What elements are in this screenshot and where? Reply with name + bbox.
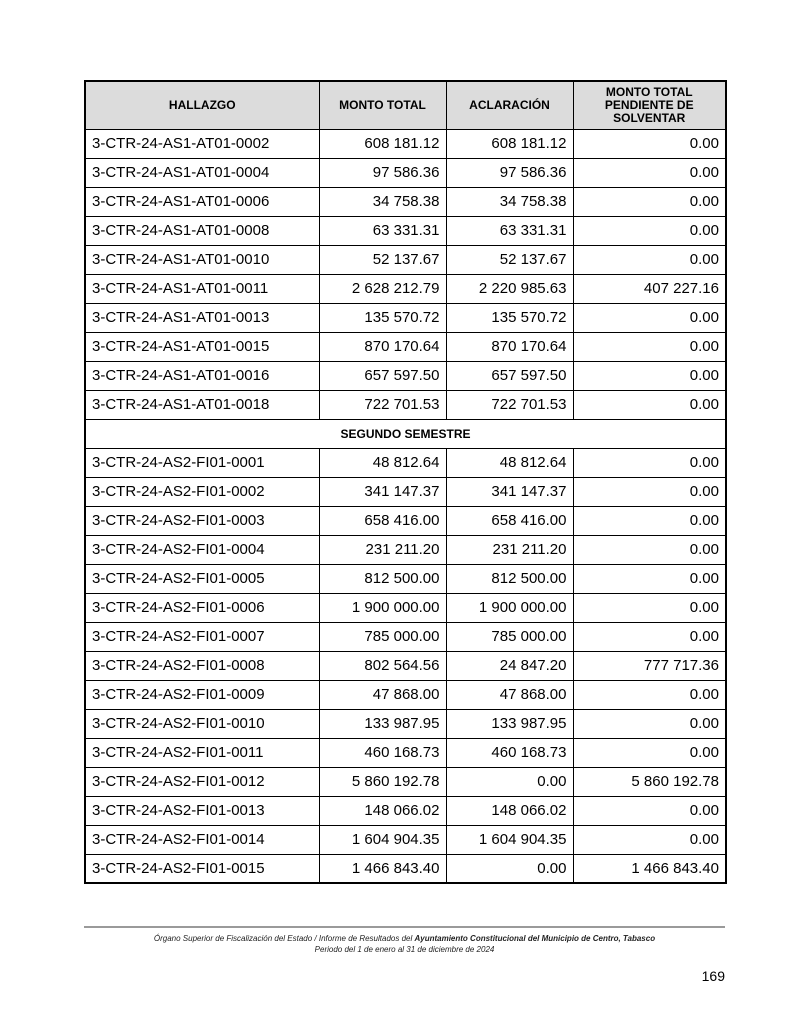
cell-monto-pendiente: 0.00 [573, 390, 726, 419]
cell-hallazgo: 3-CTR-24-AS2-FI01-0001 [85, 448, 319, 477]
table-row [85, 854, 726, 883]
table-body [85, 129, 726, 883]
section-label: SEGUNDO SEMESTRE [85, 419, 726, 448]
cell-hallazgo: 3-CTR-24-AS2-FI01-0008 [85, 651, 319, 680]
table-row [85, 680, 726, 709]
cell-monto-pendiente: 5 860 192.78 [573, 767, 726, 796]
page-number: 169 [701, 968, 725, 984]
cell-monto-total: 658 416.00 [319, 506, 446, 535]
cell-hallazgo: 3-CTR-24-AS1-AT01-0002 [85, 129, 319, 158]
cell-hallazgo: 3-CTR-24-AS2-FI01-0015 [85, 854, 319, 883]
table-row [85, 245, 726, 274]
cell-hallazgo: 3-CTR-24-AS1-AT01-0016 [85, 361, 319, 390]
cell-hallazgo: 3-CTR-24-AS2-FI01-0012 [85, 767, 319, 796]
cell-aclaracion: 24 847.20 [446, 651, 573, 680]
footer-line-2: Periodo del 1 de enero al 31 de diciembre de 2024 [314, 945, 495, 954]
cell-monto-total: 341 147.37 [319, 477, 446, 506]
header-monto-total: MONTO TOTAL [319, 81, 446, 129]
cell-monto-pendiente: 0.00 [573, 709, 726, 738]
table-row [85, 129, 726, 158]
cell-monto-pendiente: 0.00 [573, 216, 726, 245]
footer-line-1-entity: Ayuntamiento Constitucional del Municipio de Centro, Tabasco [414, 934, 656, 943]
cell-aclaracion: 1 604 904.35 [446, 825, 573, 854]
cell-hallazgo: 3-CTR-24-AS2-FI01-0002 [85, 477, 319, 506]
cell-monto-total: 785 000.00 [319, 622, 446, 651]
cell-monto-pendiente: 407 227.16 [573, 274, 726, 303]
cell-monto-pendiente: 0.00 [573, 477, 726, 506]
table-header-row [85, 81, 726, 129]
cell-hallazgo: 3-CTR-24-AS1-AT01-0008 [85, 216, 319, 245]
cell-aclaracion: 48 812.64 [446, 448, 573, 477]
table-row [85, 506, 726, 535]
cell-monto-total: 48 812.64 [319, 448, 446, 477]
cell-aclaracion: 148 066.02 [446, 796, 573, 825]
cell-monto-total: 231 211.20 [319, 535, 446, 564]
cell-monto-pendiente: 0.00 [573, 796, 726, 825]
cell-monto-pendiente: 0.00 [573, 738, 726, 767]
table-row [85, 564, 726, 593]
cell-monto-total: 97 586.36 [319, 158, 446, 187]
cell-monto-pendiente: 0.00 [573, 825, 726, 854]
cell-aclaracion: 657 597.50 [446, 361, 573, 390]
table-row [85, 390, 726, 419]
cell-aclaracion: 47 868.00 [446, 680, 573, 709]
table-row [85, 448, 726, 477]
cell-hallazgo: 3-CTR-24-AS2-FI01-0007 [85, 622, 319, 651]
cell-aclaracion: 341 147.37 [446, 477, 573, 506]
cell-monto-pendiente: 0.00 [573, 332, 726, 361]
footer-divider [84, 926, 725, 928]
cell-hallazgo: 3-CTR-24-AS1-AT01-0004 [85, 158, 319, 187]
cell-aclaracion: 34 758.38 [446, 187, 573, 216]
cell-aclaracion: 1 900 000.00 [446, 593, 573, 622]
header-hallazgo: HALLAZGO [85, 81, 319, 129]
cell-aclaracion: 135 570.72 [446, 303, 573, 332]
cell-hallazgo: 3-CTR-24-AS2-FI01-0005 [85, 564, 319, 593]
header-aclaracion: ACLARACIÓN [446, 81, 573, 129]
cell-hallazgo: 3-CTR-24-AS2-FI01-0011 [85, 738, 319, 767]
cell-hallazgo: 3-CTR-24-AS2-FI01-0003 [85, 506, 319, 535]
cell-hallazgo: 3-CTR-24-AS1-AT01-0011 [85, 274, 319, 303]
cell-monto-total: 802 564.56 [319, 651, 446, 680]
table-row [85, 622, 726, 651]
cell-monto-pendiente: 0.00 [573, 245, 726, 274]
cell-hallazgo: 3-CTR-24-AS2-FI01-0004 [85, 535, 319, 564]
cell-monto-pendiente: 777 717.36 [573, 651, 726, 680]
cell-monto-total: 52 137.67 [319, 245, 446, 274]
table-row [85, 303, 726, 332]
cell-monto-pendiente: 1 466 843.40 [573, 854, 726, 883]
page-footer [84, 933, 725, 955]
cell-monto-total: 1 466 843.40 [319, 854, 446, 883]
cell-monto-total: 63 331.31 [319, 216, 446, 245]
cell-monto-total: 47 868.00 [319, 680, 446, 709]
cell-monto-pendiente: 0.00 [573, 448, 726, 477]
table-row [85, 187, 726, 216]
cell-aclaracion: 133 987.95 [446, 709, 573, 738]
cell-aclaracion: 870 170.64 [446, 332, 573, 361]
cell-monto-pendiente: 0.00 [573, 622, 726, 651]
cell-monto-total: 1 604 904.35 [319, 825, 446, 854]
cell-hallazgo: 3-CTR-24-AS1-AT01-0006 [85, 187, 319, 216]
cell-aclaracion: 785 000.00 [446, 622, 573, 651]
table-row [85, 651, 726, 680]
cell-monto-pendiente: 0.00 [573, 187, 726, 216]
header-monto-pendiente: MONTO TOTAL PENDIENTE DE SOLVENTAR [573, 81, 726, 129]
cell-monto-pendiente: 0.00 [573, 129, 726, 158]
cell-monto-total: 5 860 192.78 [319, 767, 446, 796]
cell-aclaracion: 812 500.00 [446, 564, 573, 593]
table-row [85, 361, 726, 390]
cell-monto-total: 135 570.72 [319, 303, 446, 332]
table-row [85, 535, 726, 564]
cell-hallazgo: 3-CTR-24-AS2-FI01-0010 [85, 709, 319, 738]
cell-hallazgo: 3-CTR-24-AS1-AT01-0013 [85, 303, 319, 332]
table-row [85, 216, 726, 245]
cell-aclaracion: 608 181.12 [446, 129, 573, 158]
cell-aclaracion: 63 331.31 [446, 216, 573, 245]
cell-monto-total: 460 168.73 [319, 738, 446, 767]
cell-monto-pendiente: 0.00 [573, 564, 726, 593]
table-row [85, 477, 726, 506]
cell-monto-total: 148 066.02 [319, 796, 446, 825]
cell-monto-total: 812 500.00 [319, 564, 446, 593]
cell-monto-pendiente: 0.00 [573, 593, 726, 622]
cell-aclaracion: 0.00 [446, 854, 573, 883]
cell-monto-pendiente: 0.00 [573, 535, 726, 564]
cell-aclaracion: 231 211.20 [446, 535, 573, 564]
table-row [85, 825, 726, 854]
cell-hallazgo: 3-CTR-24-AS2-FI01-0006 [85, 593, 319, 622]
cell-hallazgo: 3-CTR-24-AS1-AT01-0015 [85, 332, 319, 361]
cell-monto-total: 722 701.53 [319, 390, 446, 419]
cell-aclaracion: 97 586.36 [446, 158, 573, 187]
cell-monto-total: 1 900 000.00 [319, 593, 446, 622]
table-row [85, 767, 726, 796]
cell-hallazgo: 3-CTR-24-AS2-FI01-0014 [85, 825, 319, 854]
cell-hallazgo: 3-CTR-24-AS2-FI01-0009 [85, 680, 319, 709]
findings-table [84, 80, 727, 884]
cell-aclaracion: 52 137.67 [446, 245, 573, 274]
table-row [85, 796, 726, 825]
cell-monto-pendiente: 0.00 [573, 361, 726, 390]
cell-monto-total: 2 628 212.79 [319, 274, 446, 303]
table-row [85, 593, 726, 622]
table-row [85, 709, 726, 738]
cell-monto-pendiente: 0.00 [573, 506, 726, 535]
cell-monto-total: 608 181.12 [319, 129, 446, 158]
cell-aclaracion: 0.00 [446, 767, 573, 796]
cell-monto-pendiente: 0.00 [573, 680, 726, 709]
cell-monto-pendiente: 0.00 [573, 303, 726, 332]
cell-monto-total: 870 170.64 [319, 332, 446, 361]
cell-aclaracion: 2 220 985.63 [446, 274, 573, 303]
footer-line-1 [84, 933, 725, 944]
cell-hallazgo: 3-CTR-24-AS1-AT01-0018 [85, 390, 319, 419]
table-row [85, 332, 726, 361]
cell-aclaracion: 722 701.53 [446, 390, 573, 419]
section-row [85, 419, 726, 448]
cell-monto-total: 657 597.50 [319, 361, 446, 390]
table-row [85, 274, 726, 303]
table-row [85, 158, 726, 187]
table-row [85, 738, 726, 767]
cell-monto-total: 133 987.95 [319, 709, 446, 738]
cell-hallazgo: 3-CTR-24-AS2-FI01-0013 [85, 796, 319, 825]
cell-hallazgo: 3-CTR-24-AS1-AT01-0010 [85, 245, 319, 274]
cell-aclaracion: 460 168.73 [446, 738, 573, 767]
cell-monto-total: 34 758.38 [319, 187, 446, 216]
cell-monto-pendiente: 0.00 [573, 158, 726, 187]
footer-line-1-prefix: Órgano Superior de Fiscalización del Estado / Informe de Resultados del [153, 934, 415, 943]
cell-aclaracion: 658 416.00 [446, 506, 573, 535]
